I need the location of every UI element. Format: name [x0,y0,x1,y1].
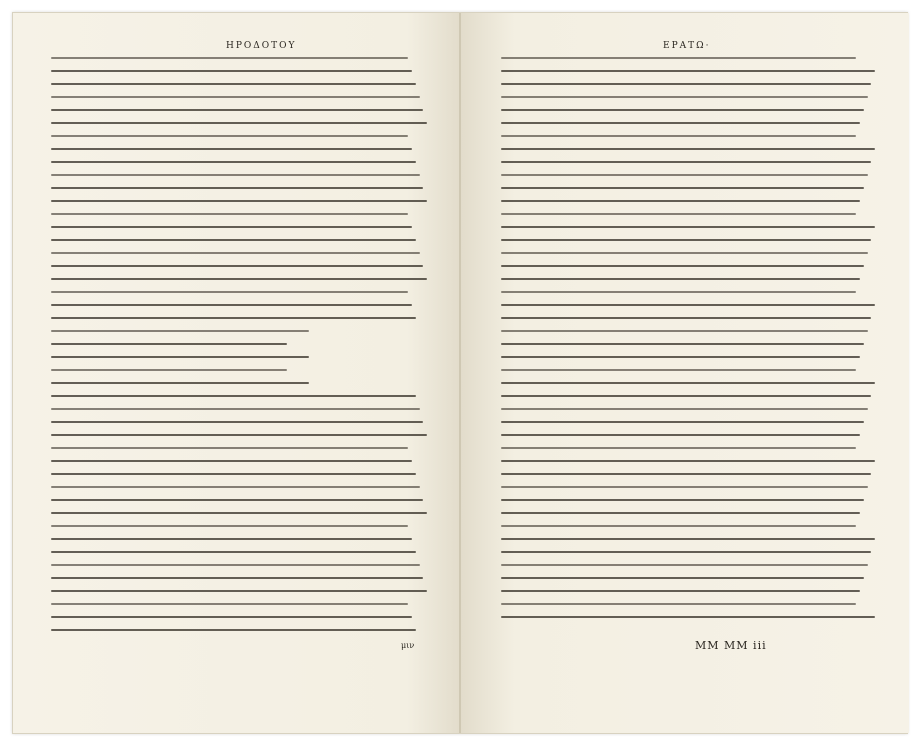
text-line [51,603,408,605]
text-line [51,252,420,254]
text-line [51,473,416,475]
text-line [51,200,427,202]
text-line [501,187,864,189]
text-line [51,187,423,189]
text-line [51,577,423,579]
text-line [501,356,860,358]
text-line [501,499,864,501]
text-line [501,590,860,592]
left-text-block [51,57,431,643]
text-line [51,122,427,124]
text-line [501,525,856,527]
text-line [51,304,412,306]
text-line [51,343,287,345]
text-line [51,96,420,98]
text-line [501,473,871,475]
right-text-block [501,57,879,643]
text-line [501,486,868,488]
text-line [51,213,408,215]
text-line [501,213,856,215]
text-line [501,512,860,514]
text-line [501,200,860,202]
text-line [501,460,875,462]
left-page [13,13,461,733]
text-line [501,96,868,98]
text-line [51,551,416,553]
text-line [501,252,868,254]
text-line [501,304,875,306]
text-line [51,421,423,423]
text-line [501,122,860,124]
text-line [501,135,856,137]
text-line [501,421,864,423]
text-line [51,395,416,397]
text-line [501,278,860,280]
text-line [51,382,309,384]
text-line [501,408,868,410]
right-page [461,13,909,733]
text-line [501,226,875,228]
text-line [501,343,864,345]
text-line [51,512,427,514]
text-line [501,109,864,111]
right-signature-mark: MM MM iii [695,639,767,652]
open-book-spread [12,12,908,734]
text-line [51,70,412,72]
text-line [51,148,412,150]
text-line [501,447,856,449]
text-line [51,590,427,592]
text-line [501,291,856,293]
text-line [501,564,868,566]
text-line [51,265,423,267]
left-catchword: μιν [401,641,415,650]
text-line [51,369,287,371]
text-line [501,603,856,605]
text-line [51,226,412,228]
left-running-head: ΗΡΟΔΟΤΟΥ [226,41,297,51]
text-line [51,291,408,293]
text-line [51,109,423,111]
text-line [51,408,420,410]
text-line [501,317,871,319]
text-line [501,161,871,163]
text-line [51,538,412,540]
text-line [501,538,875,540]
text-line [501,577,864,579]
text-line [501,57,856,59]
text-line [51,239,416,241]
text-line [501,148,875,150]
text-line [501,395,871,397]
text-line [51,525,408,527]
text-line [501,382,875,384]
text-line [501,616,875,618]
text-line [51,356,309,358]
text-line [51,434,427,436]
text-line [51,460,412,462]
text-line [501,551,871,553]
text-line [51,278,427,280]
text-line [51,57,408,59]
text-line [501,369,856,371]
text-line [51,135,408,137]
text-line [501,83,871,85]
text-line [51,317,416,319]
text-line [501,70,875,72]
text-line [51,564,420,566]
text-line [501,265,864,267]
text-line [51,616,412,618]
text-line [51,161,416,163]
right-running-head: ΕΡΑΤΩ· [663,41,711,51]
text-line [51,447,408,449]
text-line [51,174,420,176]
text-line [501,239,871,241]
text-line [501,174,868,176]
text-line [51,499,423,501]
text-line [51,629,416,631]
text-line [501,434,860,436]
text-line [501,330,868,332]
text-line [51,83,416,85]
text-line [51,486,420,488]
text-line [51,330,309,332]
